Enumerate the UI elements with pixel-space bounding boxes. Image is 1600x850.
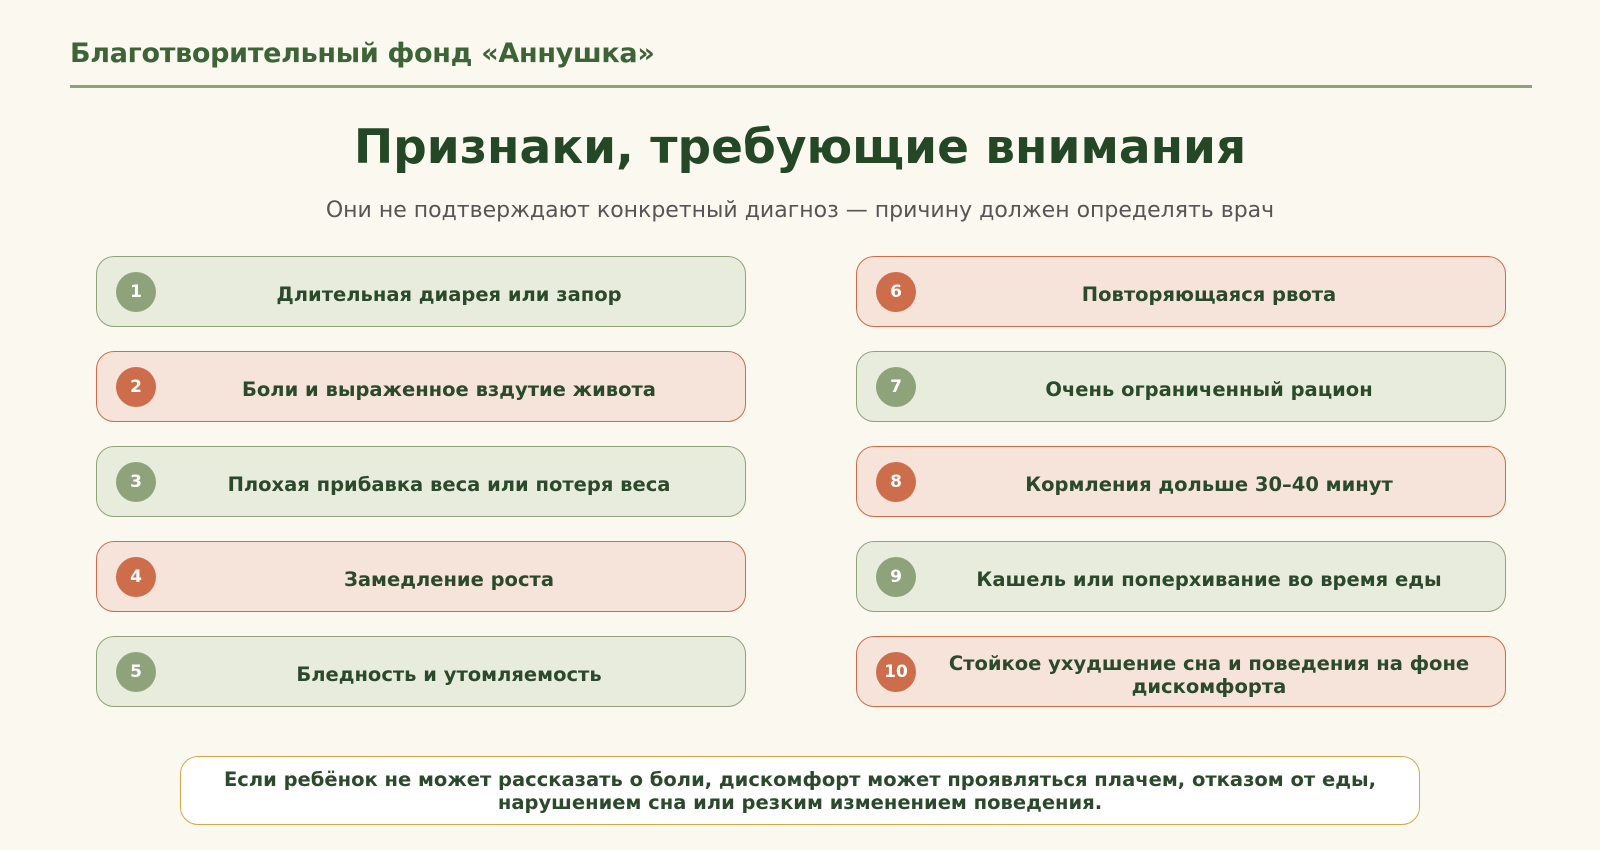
- sign-card-7: [856, 351, 1506, 422]
- sign-number-badge: 9: [876, 557, 916, 597]
- sign-number-badge: 5: [116, 652, 156, 692]
- info-note-box: [180, 756, 1420, 825]
- sign-text: Боли и выраженное вздутие живота: [242, 378, 656, 401]
- sign-card-1: [96, 256, 746, 327]
- sign-number-badge: 3: [116, 462, 156, 502]
- page-subtitle: Они не подтверждают конкретный диагноз — причину должен определять врач: [325, 198, 1275, 223]
- sign-number-badge: 6: [876, 272, 916, 312]
- sign-number-badge: 7: [876, 367, 916, 407]
- sign-card-3: [96, 446, 746, 517]
- sign-number-badge: 8: [876, 462, 916, 502]
- sign-card-10: [856, 636, 1506, 707]
- page-title: Признаки, требующие внимания: [353, 120, 1247, 175]
- sign-text: Бледность и утомляемость: [296, 663, 602, 686]
- sign-card-5: [96, 636, 746, 707]
- sign-card-6: [856, 256, 1506, 327]
- sign-text: Длительная диарея или запор: [276, 283, 622, 306]
- sign-card-2: [96, 351, 746, 422]
- sign-text: Стойкое ухудшение сна и поведения на фоне дискомфорта: [948, 651, 1470, 698]
- sign-text: Кашель или поперхивание во время еды: [976, 568, 1442, 591]
- sign-text: Повторяющаяся рвота: [1081, 283, 1337, 306]
- sign-number-badge: 10: [876, 652, 916, 692]
- sign-text: Кормления дольше 30–40 минут: [1025, 473, 1393, 496]
- sign-text: Замедление роста: [344, 568, 554, 591]
- sign-card-9: [856, 541, 1506, 612]
- sign-number-badge: 2: [116, 367, 156, 407]
- sign-card-8: [856, 446, 1506, 517]
- info-note-text: Если ребёнок не может рассказать о боли, дискомфорт может проявляться плачем, отказом от еды, нарушением сна или резким изменением поведения.: [223, 767, 1377, 814]
- sign-number-badge: 4: [116, 557, 156, 597]
- organization-name: Благотворительный фонд «Аннушка»: [70, 38, 655, 69]
- sign-number-badge: 1: [116, 272, 156, 312]
- sign-text: Плохая прибавка веса или потеря веса: [227, 473, 671, 496]
- sign-text: Очень ограниченный рацион: [1045, 378, 1373, 401]
- header-divider: [70, 85, 1532, 88]
- sign-card-4: [96, 541, 746, 612]
